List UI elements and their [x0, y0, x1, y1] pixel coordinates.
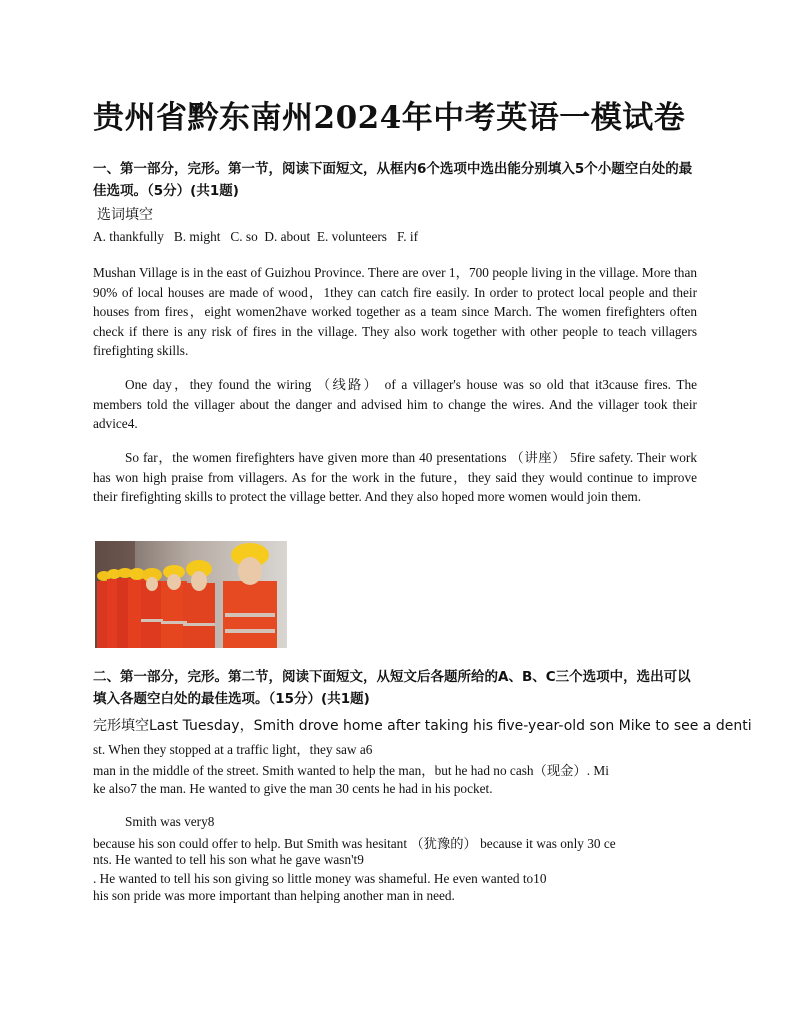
- section1-paragraph-3: So far，the women firefighters have given more than 40 presentations （讲座） 5fire safety. Their work has won high praise from villagers. As for the work in the future，they said they would continue to improve their firefighting skills to protect the village better. And they also hoped more women would join them.: [93, 450, 697, 504]
- section1-paragraph-1: Mushan Village is in the east of Guizhou Province. There are over 1，700 people living in the village. More than 90% of local houses are made of wood，1they can catch fire easily. In order to protect local people and their houses from fires，eight women2have worked together as a team since March. The women firefighters often check if there is any risk of fires in the village. They also work together with other people to teach villagers firefighting skills.: [93, 265, 697, 358]
- section2-line-1: [93, 715, 752, 735]
- section2-line-3: man in the middle of the street. Smith wanted to help the man，but he had no cash（现金）. Mi: [93, 763, 609, 778]
- section2-heading: 二、第一部分，完形。第二节，阅读下面短文，从短文后各题所给的A、B、C三个选项中，选出可以填入各题空白处的最佳选项。（15分）(共1题): [93, 669, 691, 707]
- section1-heading: 一、第一部分，完形。第一节，阅读下面短文，从框内6个选项中选出能分别填入5个小题空白处的最佳选项。（5分）(共1题): [93, 161, 693, 199]
- section1-label: 选词填空: [97, 207, 153, 223]
- firefighters-photo: [95, 541, 287, 648]
- section2-line-1-text: 完形填空Last Tuesday，Smith drove home after taking his five-year-old son Mike to see a denti: [93, 718, 752, 734]
- section2-line-2: st. When they stopped at a traffic light，they saw a6: [93, 742, 373, 757]
- section1-options: A. thankfully B. might C. so D. about E. volunteers F. if: [93, 229, 419, 244]
- section2-line-5: Smith was very8: [125, 814, 215, 829]
- section1-paragraph-2: One day，they found the wiring （线路） of a villager's house was so old that it3cause fires. The members told the villager about the danger and advised him to change the wires. And the villager took their advice4.: [93, 377, 697, 431]
- section2-line-4: ke also7 the man. He wanted to give the man 30 cents he had in his pocket.: [93, 781, 493, 796]
- section2-line-6: because his son could offer to help. But Smith was hesitant （犹豫的） because it was only 30 ce: [93, 836, 616, 851]
- page-title: 贵州省黔东南州2024年中考英语一模试卷: [93, 100, 686, 136]
- section2-line-9: his son pride was more important than helping another man in need.: [93, 888, 455, 903]
- section2-line-8: . He wanted to tell his son giving so little money was shameful. He even wanted to10: [93, 871, 547, 886]
- section2-line-7: nts. He wanted to tell his son what he gave wasn't9: [93, 852, 364, 867]
